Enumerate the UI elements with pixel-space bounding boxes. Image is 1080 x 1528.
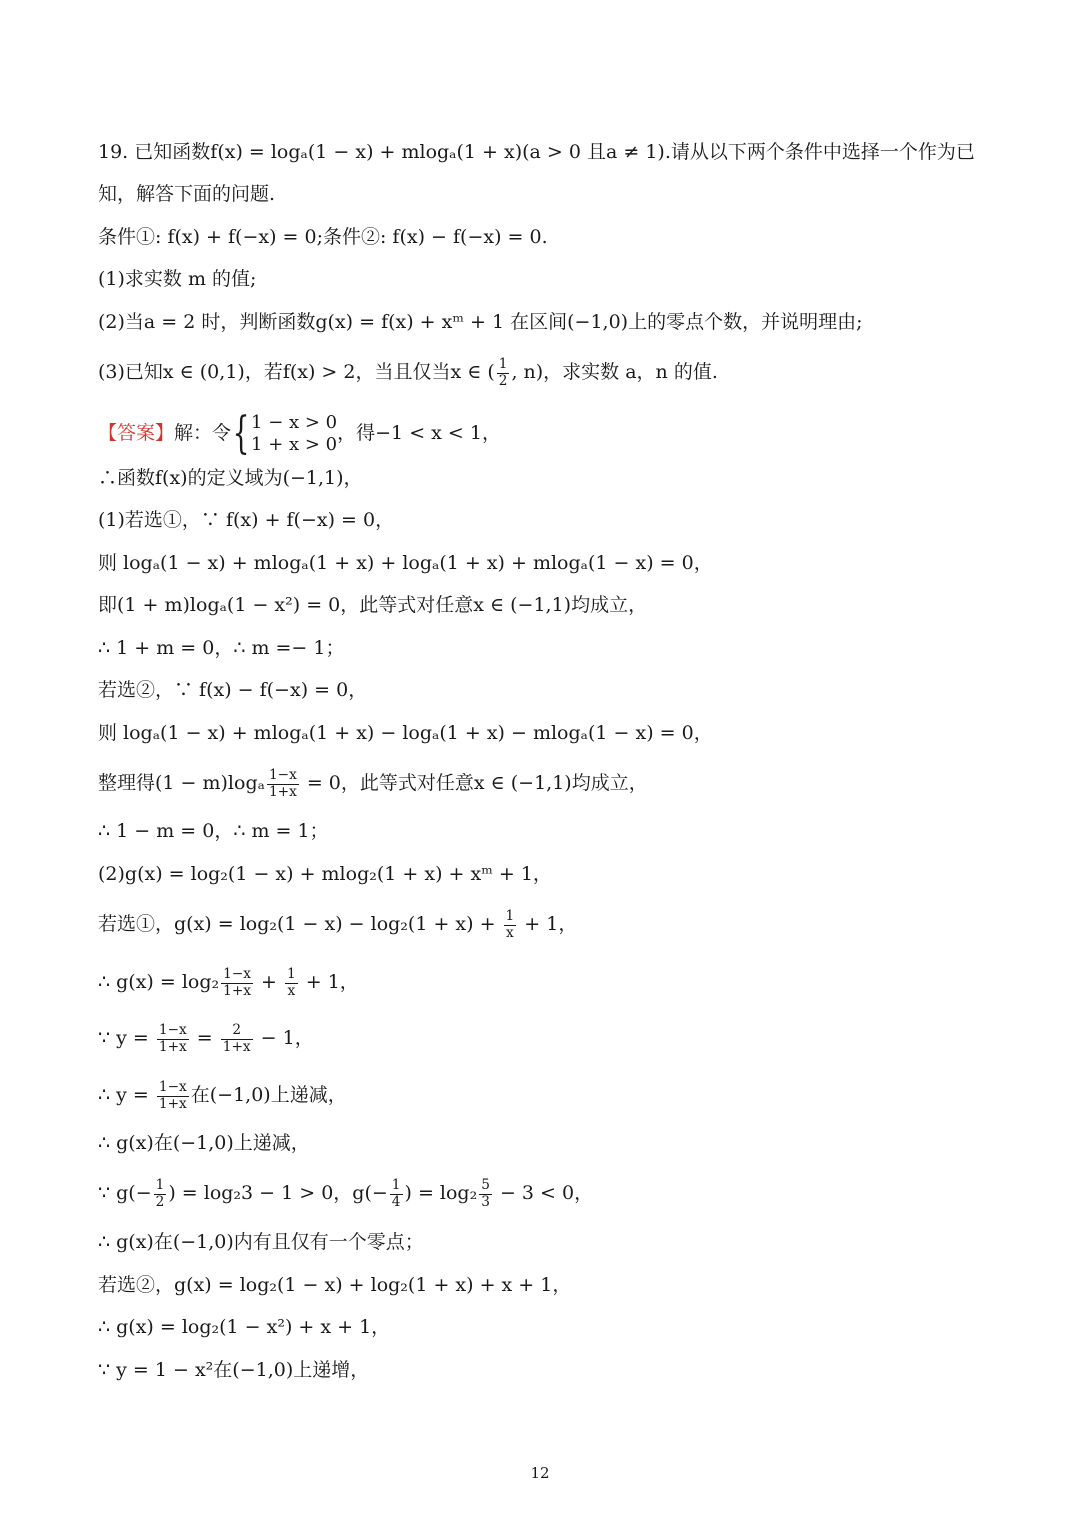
answer-text: 整理得(1 − m)logₐ xyxy=(98,772,265,795)
answer-text: + 1， xyxy=(299,971,359,994)
answer-line xyxy=(98,909,998,941)
answer-line: ∵ y = 1 − x²在(−1,0)上递增， xyxy=(98,1359,370,1381)
answer-intro-line xyxy=(98,408,998,459)
answer-line xyxy=(98,768,998,800)
answer-intro-tail: ，得−1 < x < 1， xyxy=(337,422,501,444)
question-1: (1)求实数 m 的值; xyxy=(98,268,257,290)
problem-intro: 已知函数 xyxy=(134,141,211,163)
answer-tag: 【答案】 xyxy=(98,422,175,444)
answer-line xyxy=(98,967,998,999)
answer-line xyxy=(98,1178,998,1210)
function-condition: (a > 0 且a ≠ 1) xyxy=(522,141,665,163)
answer-line: 则 logₐ(1 − x) + mlogₐ(1 + x) + logₐ(1 + x) + mlogₐ(1 − x) = 0， xyxy=(98,552,713,574)
problem-number: 19. xyxy=(98,141,129,163)
fraction-denominator: 1+x xyxy=(158,1095,187,1112)
answer-line: (1)若选①，∵ f(x) + f(−x) = 0， xyxy=(98,509,395,531)
fraction-denominator: 1+x xyxy=(222,1038,251,1055)
fraction-denominator: 4 xyxy=(391,1193,401,1210)
answer-text: ∴ y = xyxy=(98,1084,155,1107)
answer-text: ∵ g(− xyxy=(98,1182,152,1205)
answer-text: 在(−1,0)上递减， xyxy=(190,1084,347,1107)
answer-line: (2)g(x) = log₂(1 − x) + mlog₂(1 + x) + xᵐ + 1， xyxy=(98,863,552,885)
brace-icon: { xyxy=(232,408,250,459)
fraction-numerator: 1 xyxy=(505,908,515,924)
answer-text: + 1， xyxy=(518,913,578,936)
answer-text: − 1， xyxy=(254,1027,314,1050)
fraction xyxy=(479,1178,492,1210)
fraction-numerator: 1−x xyxy=(268,767,297,783)
answer-text: − 3 < 0， xyxy=(493,1182,594,1205)
answer-line: ∴函数f(x)的定义域为(−1,1)， xyxy=(98,467,363,489)
answer-text: 若选①，g(x) = log₂(1 − x) − log₂(1 + x) + xyxy=(98,913,502,936)
answer-line: ∴ g(x) = log₂(1 − x²) + x + 1， xyxy=(98,1316,391,1338)
answer-text: ∴ g(x) = log₂ xyxy=(98,971,220,994)
answer-text: = xyxy=(190,1027,219,1050)
fraction xyxy=(267,768,299,800)
answer-text: ) = log₂ xyxy=(404,1182,478,1205)
fraction-numerator: 5 xyxy=(481,1177,490,1193)
system-row-2: 1 + x > 0 xyxy=(251,434,338,455)
fraction-numerator: 1 xyxy=(391,1177,401,1193)
fraction-numerator: 1 xyxy=(287,966,296,982)
fraction xyxy=(157,1023,189,1055)
fraction-denominator: 2 xyxy=(498,372,508,389)
answer-text: ∵ y = xyxy=(98,1027,155,1050)
fraction-numerator: 1−x xyxy=(158,1079,187,1095)
answer-text: + xyxy=(255,971,283,994)
fraction-denominator: x xyxy=(506,924,514,941)
fraction-denominator: 3 xyxy=(481,1193,490,1210)
answer-line xyxy=(98,1080,998,1112)
problem-statement xyxy=(98,131,998,215)
fraction xyxy=(390,1178,403,1210)
fraction xyxy=(221,1023,253,1055)
fraction-denominator: 2 xyxy=(155,1193,165,1210)
answer-text: ) = log₂3 − 1 > 0，g(− xyxy=(168,1182,388,1205)
answer-line: 若选②，∵ f(x) − f(−x) = 0， xyxy=(98,679,368,701)
answer-text: = 0，此等式对任意x ∈ (−1,1)均成立， xyxy=(300,772,648,795)
answer-line: 若选②，g(x) = log₂(1 − x) + log₂(1 + x) + x + 1， xyxy=(98,1274,572,1296)
fraction-numerator: 1 xyxy=(498,356,508,372)
system-row-1: 1 − x > 0 xyxy=(251,412,338,433)
question-3-tail: , n)，求实数 a，n 的值. xyxy=(511,361,718,384)
answer-line: 即(1 + m)logₐ(1 − x²) = 0，此等式对任意x ∈ (−1,1)均成立， xyxy=(98,594,648,616)
fraction-denominator: 1+x xyxy=(158,1038,187,1055)
fraction-numerator: 1−x xyxy=(223,966,251,982)
fraction-numerator: 1 xyxy=(155,1177,165,1193)
fraction xyxy=(154,1178,167,1210)
fraction xyxy=(504,909,517,941)
fraction xyxy=(285,967,298,999)
fraction-numerator: 2 xyxy=(221,1023,253,1040)
page-number: 12 xyxy=(530,1464,550,1482)
answer-intro: 解：令 xyxy=(174,422,232,444)
fraction-numerator: 1−x xyxy=(158,1022,187,1038)
problem-tail: .请从以下两个条件中选择一个作为已知，解答下面的问题. xyxy=(98,141,975,205)
function-definition: f(x) = logₐ(1 − x) + mlogₐ(1 + x) xyxy=(210,141,523,163)
answer-line: ∴ g(x)在(−1,0)内有且仅有一个零点； xyxy=(98,1231,424,1253)
question-3 xyxy=(98,357,998,389)
answer-line: ∴ 1 − m = 0，∴ m = 1； xyxy=(98,820,329,842)
fraction-one-half xyxy=(497,357,510,389)
answer-line: 则 logₐ(1 − x) + mlogₐ(1 + x) − logₐ(1 + x) − mlogₐ(1 − x) = 0， xyxy=(98,722,713,744)
conditions-line: 条件①: f(x) + f(−x) = 0;条件②: f(x) − f(−x) = 0. xyxy=(98,226,548,248)
question-3-text: (3)已知x ∈ (0,1)，若f(x) > 2，当且仅当x ∈ ( xyxy=(98,361,495,384)
fraction-denominator: 1+x xyxy=(268,783,297,800)
fraction xyxy=(157,1080,189,1112)
fraction-denominator: x xyxy=(287,982,296,999)
answer-line: ∴ g(x)在(−1,0)上递减， xyxy=(98,1132,310,1154)
inequality-system xyxy=(231,408,338,459)
answer-line: ∴ 1 + m = 0，∴ m =− 1； xyxy=(98,637,345,659)
answer-line xyxy=(98,1023,998,1055)
question-2: (2)当a = 2 时，判断函数g(x) = f(x) + xᵐ + 1 在区间(−1,0)上的零点个数，并说明理由; xyxy=(98,311,863,333)
fraction xyxy=(221,967,253,999)
fraction-denominator: 1+x xyxy=(223,982,251,999)
